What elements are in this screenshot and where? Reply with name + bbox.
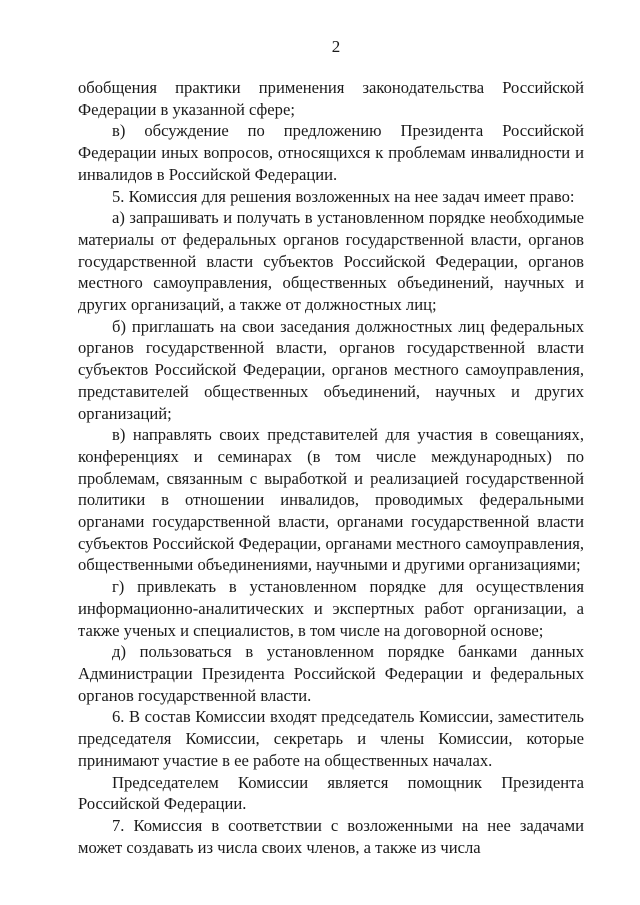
paragraph: в) обсуждение по предложению Президента Российской Федерации иных вопросов, относящихся к проблемам инвалидности и инвалидов в Российской Федерации.: [78, 121, 584, 184]
document-body: [78, 77, 584, 858]
paragraph: а) запрашивать и получать в установленном порядке необходимые материалы от федеральных органов государственной власти, органов государственной власти субъектов Российской Федерации, органов местного самоуправления, общественных объединений, научных и других организаций, а также от должностных лиц;: [78, 208, 584, 315]
paragraph: 5. Комиссия для решения возложенных на нее задач имеет право:: [112, 186, 575, 206]
paragraph: в) направлять своих представителей для участия в совещаниях, конференциях и семинарах (в том числе международных) по проблемам, связанным с выработкой и реализацией государственной политики в отношении инвалидов, проводимых федеральными органами государственной власти, органами государственной власти субъектов Российской Федерации, органами местного самоуправления, общественными объединениями, научными и другими организациями;: [78, 425, 584, 575]
paragraph: 6. В состав Комиссии входят председатель Комиссии, заместитель председателя Комиссии, секретарь и члены Комиссии, которые принимают участие в ее работе на общественных началах.: [78, 707, 584, 770]
paragraph: Председателем Комиссии является помощник Президента Российской Федерации.: [78, 772, 584, 814]
paragraph: обобщения практики применения законодательства Российской Федерации в указанной сфере;: [78, 78, 584, 119]
paragraph: д) пользоваться в установленном порядке банками данных Администрации Президента Российской Федерации и федеральных органов государственной власти.: [78, 642, 584, 705]
paragraph: г) привлекать в установленном порядке для осуществления информационно-аналитических и экспертных работ организации, а также ученых и специалистов, в том числе на договорной основе;: [78, 577, 584, 640]
paragraph: б) приглашать на свои заседания должностных лиц федеральных органов государственной власти, органов государственной власти субъектов Российской Федерации, органов местного самоуправления, представителей общественных объединений, научных и других организаций;: [78, 316, 584, 423]
paragraph: 7. Комиссия в соответствии с возложенными на нее задачами может создавать из числа своих членов, а также из числа: [78, 815, 584, 857]
page-number: 2: [331, 37, 341, 56]
